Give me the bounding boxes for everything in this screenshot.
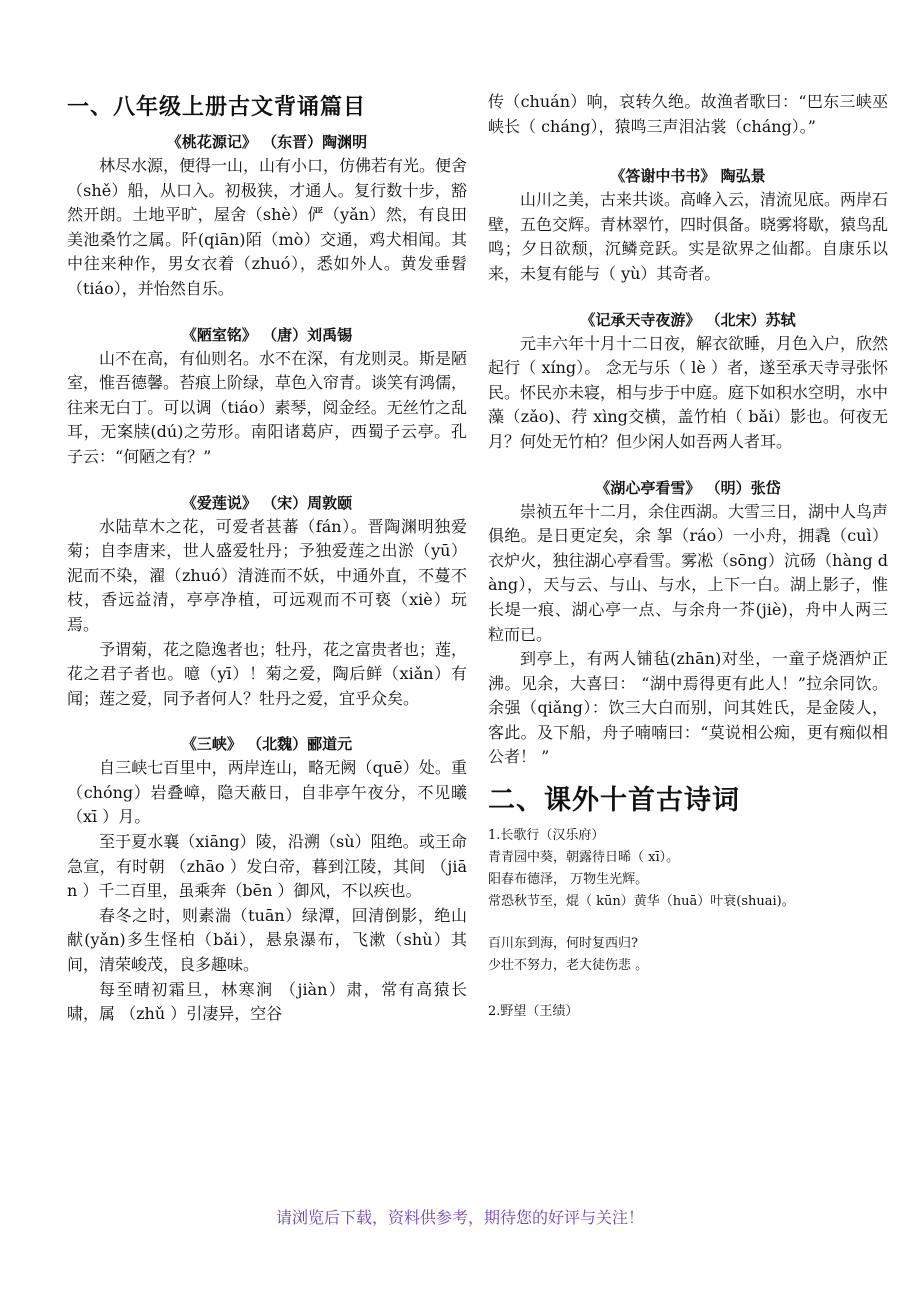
piece-daxiezhongshushu xyxy=(488,165,888,286)
poem-line: 青青园中葵，朝露待日晞（ xī）。 xyxy=(488,850,680,866)
piece-title: 《湖心亭看雪》 （明）张岱 xyxy=(595,478,781,497)
piece-title: 《记承天寺夜游》 （北宋）苏轼 xyxy=(580,310,796,329)
section-heading-2: 二、课外十首古诗词 xyxy=(488,785,740,817)
paragraph: 传（chuán）响，哀转久绝。故渔者歌曰：“巴东三峡巫峡长（ cháng），猿鸣三声泪沾裳（cháng）。” xyxy=(488,92,888,136)
paragraph: 每至晴初霜旦，林寒涧 （jiàn）肃，常有高猿长啸，属 （zhǔ ）引凄异，空谷 xyxy=(67,979,467,1024)
piece-huxintingkanxue xyxy=(488,477,888,771)
section-heading-1: 一、八年级上册古文背诵篇目 xyxy=(67,95,367,120)
left-column xyxy=(67,90,467,1049)
poem-yewang xyxy=(488,1001,888,1023)
paragraph: 予谓菊，花之隐逸者也；牡丹，花之富贵者也；莲，花之君子者也。噫（yī）！菊之爱，陶后鲜（xiǎn）有闻；莲之爱，同予者何人？牡丹之爱，宜乎众矣。 xyxy=(67,639,468,708)
paragraph: 到亭上，有两人铺毡(zhān)对坐，一童子烧酒炉正沸。见余，大喜曰： “湖中焉得更有此人！”拉余同饮。余强（qiǎng）：饮三大白而别，问其姓氏，是金陵人，客此。及下船，舟子喃喃曰：“莫说相公痴，更有痴似相公者！ ” xyxy=(488,649,888,767)
piece-sanxia xyxy=(67,733,467,1027)
poem-changgexing xyxy=(488,825,888,997)
poem-line: 阳春布德泽， 万物生光辉。 xyxy=(488,872,649,888)
piece-title: 《答谢中书书》 陶弘景 xyxy=(610,167,766,186)
poem-title: 2.野望（王绩） xyxy=(488,1004,579,1020)
poem-line: 百川东到海，何时复西归? xyxy=(488,936,638,952)
paragraph: 自三峡七百里中，两岸连山，略无阙（quē）处。重（chóng）岩叠嶂，隐天蔽日，自非亭午夜分，不见曦 （xī ）月。 xyxy=(67,758,467,827)
paragraph: 春冬之时，则素湍（tuān）绿潭，回清倒影，绝山献(yǎn)多生怪柏（bǎi），悬泉瀑布，飞漱（shù）其间，清荣峻茂，良多趣味。 xyxy=(67,905,467,975)
piece-title: 《爱莲说》 （宋）周敦颐 xyxy=(181,493,353,512)
poem-title: 1.长歌行（汉乐府） xyxy=(488,828,605,844)
piece-jichengtiansiyeyou xyxy=(488,309,888,455)
footer-notice: 请浏览后下载，资料供参考，期待您的好评与关注！ xyxy=(275,1208,644,1227)
paragraph: 崇祯五年十二月，余住西湖。大雪三日，湖中人鸟声俱绝。是日更定矣，余 挐（ráo）一小舟，拥毳（cuì）衣炉火，独往湖心亭看雪。雾凇（sōng）沆砀（hàng dàng），天与云、与山、与水，上下一白。湖上影子，惟长堤一痕、湖心亭一点、与余舟一芥(jiè)，舟中人两三粒而已。 xyxy=(488,501,889,644)
piece-sanxia-continued xyxy=(488,90,888,139)
piece-title: 《桃花源记》 （东晋）陶渊明 xyxy=(166,133,368,151)
piece-title: 《陋室铭》 （唐）刘禹锡 xyxy=(181,325,353,344)
poem-line: 少壮不努力，老大徒伤悲 。 xyxy=(488,958,649,974)
paragraph: 至于夏水襄（xiāng）陵，沿溯（sù）阻绝。或王命急宣，有时朝 （zhāo ）发白帝，暮到江陵，其间 （jiān ）千二百里，虽乘奔（bēn ）御风，不以疾也。 xyxy=(67,832,467,901)
paragraph: 水陆草木之花，可爱者甚蕃（fán）。晋陶渊明独爱菊；自李唐来，世人盛爱牡丹；予独爱莲之出淤（yū）泥而不染，濯（zhuó）清涟而不妖，中通外直，不蔓不枝，香远益清，亭亭净植，可远观而不可亵（xiè）玩焉。 xyxy=(67,516,467,634)
paragraph: 林尽水源，便得一山，山有小口，仿佛若有光。便舍（shě）船，从口入。初极狭，才通人。复行数十步，豁然开朗。土地平旷，屋舍（shè）俨（yǎn）然，有良田美池桑竹之属。阡(qiān)陌（mò）交通，鸡犬相闻。其中往来种作，男女衣着（zhuó），悉如外人。黄发垂髫（tiáo），并怡然自乐。 xyxy=(67,156,468,298)
poem-line: 常恐秋节至，焜（ kūn）黄华（huā）叶衰(shuai)。 xyxy=(488,894,795,910)
paragraph: 元丰六年十月十二日夜，解衣欲睡，月色入户，欣然起行（ xíng）。 念无与乐（ lè ）者，遂至承天寺寻张怀民。怀民亦未寝，相与步于中庭。庭下如积水空明，水中藻（zǎo)、荇 xìng交横，盖竹柏（ bǎi）影也。何夜无月？何处无竹柏？但少闲人如吾两人者耳。 xyxy=(488,333,889,451)
piece-ailianshuo xyxy=(67,492,467,712)
piece-taohuayuanji xyxy=(67,131,467,302)
right-column xyxy=(488,90,888,1023)
paragraph: 山川之美，古来共谈。高峰入云，清流见底。两岸石壁，五色交辉。青林翠竹，四时俱备。晓雾将歇，猿鸟乱鸣；夕日欲颓，沉鳞竞跃。实是欲界之仙都。自康乐以来，未复有能与（ yù）其奇者。 xyxy=(488,190,889,283)
piece-title: 《三峡》 （北魏）郦道元 xyxy=(181,735,353,754)
paragraph: 山不在高，有仙则名。水不在深，有龙则灵。斯是陋室，惟吾德馨。苔痕上阶绿，草色入帘青。谈笑有鸿儒，往来无白丁。可以调（tiáo）素琴，阅金经。无丝竹之乱耳，无案牍(dú)之劳形。南阳诸葛庐，西蜀子云亭。孔子云：“何陋之有？” xyxy=(67,348,468,466)
piece-loushiming xyxy=(67,324,467,470)
